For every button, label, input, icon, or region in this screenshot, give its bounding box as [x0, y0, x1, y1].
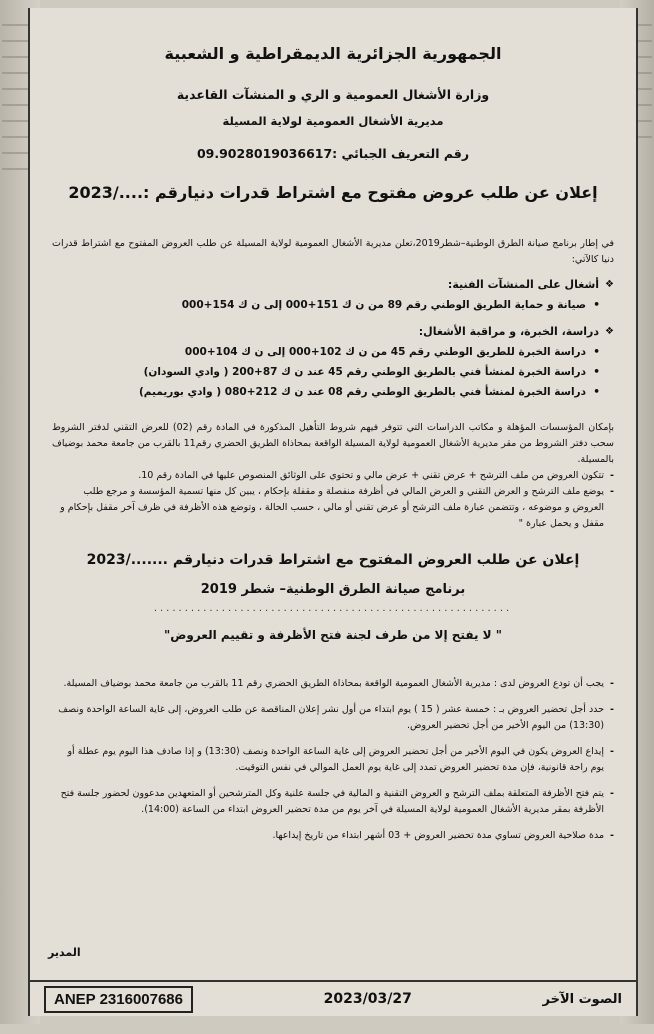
diamond-bullet-icon: ❖ [605, 279, 614, 290]
term-item: - إيداع العروض يكون في اليوم الأخير من أجل تحضير العروض إلى غاية الساعة الواحدة ونصف (13:30) و إذا صادف هذا اليوم يوم عطلة أو يوم راحة قانونية، فإن مدة تحضير العروض تمدد إلى غاية يوم العمل الموالي في نفس التوقيت. [67, 746, 614, 773]
footer-bar [30, 980, 636, 1016]
do-not-open-note: " لا يفتح إلا من طرف لجنة فتح الأظرفة و تقييم العروض" [163, 628, 503, 642]
terms-list [52, 676, 614, 844]
list-item: • دراسة الخبرة لمنشأ فني بالطريق الوطني رقم 45 عند ن ك 87+200 ( وادي السودان) [52, 362, 586, 382]
announcement-title: إعلان عن طلب عروض مفتوح مع اشتراط قدرات دنيارقم :..../2023 [68, 183, 598, 202]
tax-id: رقم التعريف الجبائي :09.9028019036617 [196, 146, 470, 161]
section-studies-title: ❖ دراسة، الخبرة، و مراقبة الأشغال: [418, 325, 614, 338]
studies-list [52, 342, 614, 402]
signature-director: المدير [48, 946, 81, 959]
diamond-bullet-icon: ❖ [605, 326, 614, 337]
list-item: • دراسة الخبرة لمنشأ فني بالطريق الوطني رقم 08 عند ن ك 212+080 ( وادي بوريميم) [52, 382, 586, 402]
term-item: - مدة صلاحية العروض تساوي مدة تحضير العروض + 03 أشهر ابتداء من تاريخ إيداعها. [272, 830, 614, 841]
term-item: - يجب أن تودع العروض لدى : مديرية الأشغال العمومية الواقعة بمحاذاة الطريق الحضري رقم 11 بالقرب من جامعة محمد بوضياف المسيلة. [63, 678, 614, 689]
eligibility-paragraph: بإمكان المؤسسات المؤهلة و مكاتب الدراسات التي تتوفر فيهم شروط التأهيل المذكورة في المادة رقم (02) للعرض التقني لدفتر الشروط سحب دفتر الشروط من مقر مديرية الأشغال العمومية لولاية المسيلة الواقعة بمحاذاة الطريق الحضري رقم11 بالقرب من جامعة محمد بوضياف بالمسيلة. [52, 422, 615, 465]
intro-paragraph: في إطار برنامج صيانة الطرق الوطنية–شطر2019،تعلن مديرية الأشغال العمومية لولاية المسيلة عن طلب العروض المفتوح مع اشتراط قدرات دنيا كالآتي: [52, 238, 615, 265]
announcement-title-repeat: إعلان عن طلب العروض المفتوح مع اشتراط قدرات دنيارقم ......./2023 [86, 552, 580, 568]
term-item: - حدد أجل تحضير العروض بـ : خمسة عشر ( 15 ) يوم ابتداء من أول نشر إعلان المناقصة عن طلب العروض، إلى غاية الساعة الواحدة ونصف (13:30) من اليوم الأخير من أجل تحضير العروض. [58, 704, 614, 731]
bullet-envelopes: - يوضع ملف الترشح و العرض التقني و العرض المالي في أظرفة منفصلة و مقفلة بإحكام ، يبين كل منها تسمية المؤسسة و مرجع طلب العروض و موضوعه ، وتتضمن عبارة ملف الترشح أو عرض تقني أو مالي ، حسب الحالة ، وتوضع هذه الأظرفة في ظرف آخر مقفل بإحكام و مقفل و يحمل عبارة " [60, 486, 614, 529]
section-works-title: ❖ أشغال على المنشآت الفنية: [447, 278, 614, 291]
bullet-offers: - تتكون العروض من ملف الترشح + عرض تقني + عرض مالي و تحتوي على الوثائق المنصوص عليها في المادة رقم 10. [138, 470, 614, 481]
program-title: برنامج صيانة الطرق الوطنية– شطر 2019 [200, 582, 466, 597]
separator: .......................................................... [153, 603, 513, 614]
list-item: • صيانة و حماية الطريق الوطني رقم 89 من ن ك 151+000 إلى ن ك 154+000 [52, 295, 586, 315]
ministry-header: وزارة الأشغال العمومية و الري و المنشآت القاعدية [176, 87, 490, 102]
directorate-header: مديرية الأشغال العمومية لولاية المسيلة [222, 114, 444, 128]
publication-date: 2023/03/27 [323, 991, 412, 1007]
tender-notice [28, 8, 638, 1016]
publication-name: الصوت الآخر [542, 991, 622, 1007]
works-list [52, 295, 614, 315]
anep-reference: ANEP 2316007686 [44, 986, 193, 1013]
term-item: - يتم فتح الأظرفة المتعلقة بملف الترشح و العروض التقنية و المالية في جلسة علنية وكل المترشحين أو المتعهدين مدعوون لحضور جلسة فتح الأظرفة بمقر مديرية الأشغال العمومية لولاية المسيلة في آخر يوم من مدة تحضير العروض ابتداء من الساعة (14:00). [60, 788, 614, 815]
republic-header: الجمهورية الجزائرية الديمقراطية و الشعبية [164, 44, 502, 63]
list-item: • دراسة الخبرة للطريق الوطني رقم 45 من ن ك 102+000 إلى ن ك 104+000 [52, 342, 586, 362]
